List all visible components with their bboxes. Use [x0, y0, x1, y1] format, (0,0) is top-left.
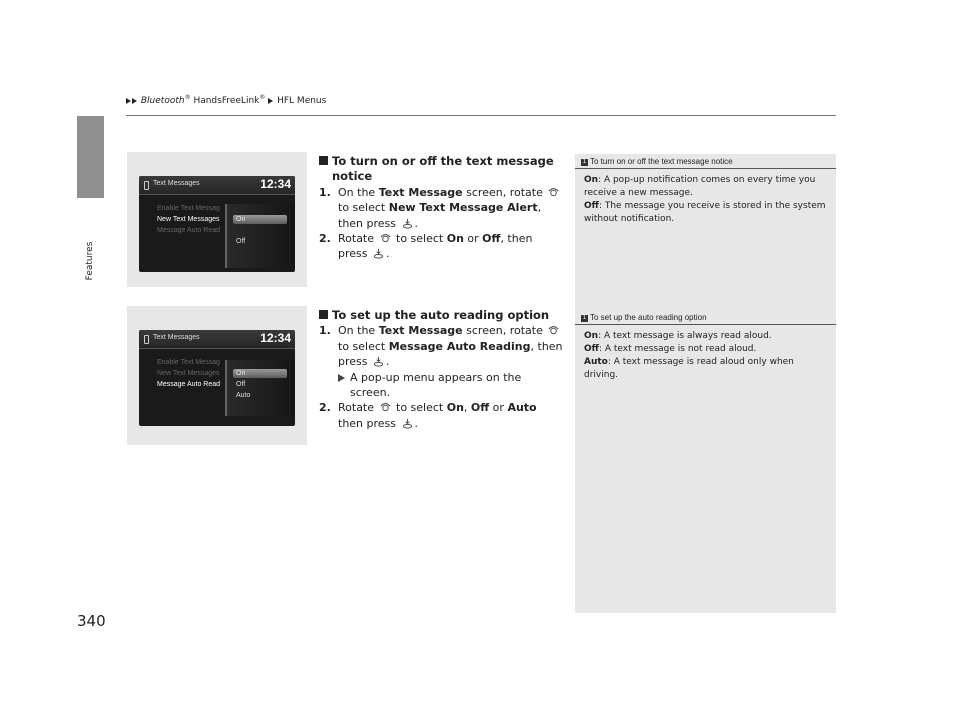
note-heading: 1 To turn on or off the text message notice [575, 154, 836, 169]
popup-option: Off [236, 381, 246, 388]
header-rule [126, 115, 836, 116]
screen-title: Text Messages [153, 334, 200, 341]
screen-clock: 12:34 [260, 177, 291, 191]
note-line: Off: The message you receive is stored in the system without notification. [584, 201, 826, 224]
note-line: Off: A text message is not read aloud. [584, 344, 757, 354]
menu-item: Message Auto Read [157, 227, 221, 234]
result-arrow-icon [338, 374, 345, 382]
breadcrumb-arrow-icon [132, 98, 137, 104]
note-ref-badge: 1 [582, 159, 587, 165]
breadcrumb-arrow-icon [268, 98, 273, 104]
popup-menu [225, 204, 295, 268]
breadcrumb-hfl-menus: HFL Menus [277, 96, 327, 106]
menu-item-selected: Message Auto Read [157, 381, 221, 388]
screen-title: Text Messages [153, 180, 200, 187]
step-1: 1. On the Text Message screen, rotate to select New Text Message Alert, then press . [319, 185, 564, 231]
breadcrumb-handsfreelink: HandsFreeLink [190, 96, 260, 106]
press-knob-icon [402, 218, 413, 229]
section-auto-reading [319, 308, 564, 431]
breadcrumb-arrow-icon [126, 98, 131, 104]
popup-option-selected: On [233, 369, 287, 378]
page-number: 340 [77, 612, 106, 630]
step-2: 2. Rotate to select On or Off, then press . [319, 232, 533, 261]
popup-menu [225, 360, 295, 416]
press-knob-icon [373, 356, 384, 367]
chapter-tab [77, 116, 104, 198]
breadcrumb: Bluetooth® HandsFreeLink® HFL Menus [126, 94, 326, 106]
selector-knob-icon [548, 325, 559, 336]
menu-item: Enable Text Messag [157, 359, 220, 366]
selector-knob-icon [380, 402, 391, 413]
screen-clock: 12:34 [260, 331, 291, 345]
section-text-message-notice [319, 154, 564, 262]
display-screen [139, 176, 295, 272]
screen-figure-2 [127, 306, 307, 445]
note-text-message-notice [575, 154, 836, 226]
step-result: A pop-up menu appears on the screen. [338, 370, 564, 401]
popup-option-selected: On [233, 215, 287, 224]
selector-knob-icon [548, 187, 559, 198]
note-body [575, 169, 836, 226]
note-line: Auto: A text message is read aloud only when driving. [584, 357, 794, 380]
note-line: On: A text message is always read aloud. [584, 331, 772, 341]
display-screen [139, 330, 295, 426]
screen-header [139, 330, 295, 349]
phone-icon [144, 335, 149, 344]
menu-item-selected: New Text Messages [157, 216, 220, 223]
notes-column [575, 154, 836, 613]
selector-knob-icon [380, 233, 391, 244]
note-heading: 1 To set up the auto reading option [575, 310, 836, 325]
step-2: 2. Rotate to select On, Off or Auto then press . [319, 401, 537, 430]
square-bullet-icon [319, 156, 328, 165]
breadcrumb-bluetooth: Bluetooth [140, 96, 185, 106]
note-line: On: A pop-up notification comes on every time you receive a new message. [584, 175, 816, 198]
section-heading: To turn on or off the text message notice [319, 154, 564, 185]
popup-option: Off [236, 238, 246, 245]
note-body [575, 325, 836, 382]
screen-figure-1 [127, 152, 307, 287]
menu-item: Enable Text Messag [157, 205, 220, 212]
note-ref-badge: 1 [582, 315, 587, 321]
press-knob-icon [402, 418, 413, 429]
screen-header [139, 176, 295, 195]
press-knob-icon [373, 248, 384, 259]
phone-icon [144, 181, 149, 190]
square-bullet-icon [319, 310, 328, 319]
note-auto-reading [575, 310, 836, 382]
step-1: 1. On the Text Message screen, rotate to select Message Auto Reading, then press . A pop-up menu appears on the screen. [319, 324, 563, 400]
section-heading: To set up the auto reading option [319, 308, 564, 323]
menu-item: New Text Messages [157, 370, 220, 377]
popup-option: Auto [236, 392, 251, 399]
chapter-label: Features [85, 241, 95, 281]
